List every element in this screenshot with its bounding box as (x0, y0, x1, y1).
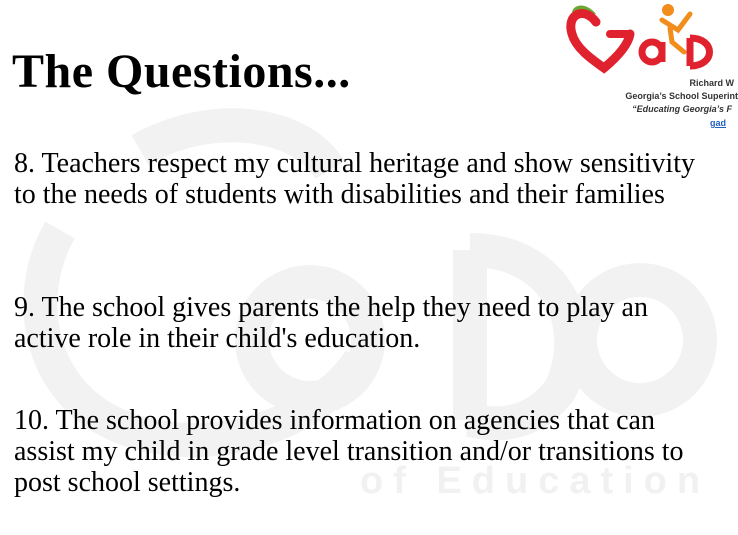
watermark-text: of Education (360, 460, 711, 502)
question-10: 10. The school provides information on agencies that can assist my child in grade level transition and/or transitions to post school settings. (14, 405, 684, 498)
gadoe-logo-mark (566, 0, 720, 78)
logo-superintendent-role: Georgia’s School Superint (625, 91, 738, 101)
logo-website-link[interactable]: gad (709, 118, 726, 128)
slide-title: The Questions... (12, 45, 351, 98)
logo-motto: “Educating Georgia’s F (632, 104, 732, 114)
question-8: 8. Teachers respect my cultural heritage and show sensitivity to the needs of students with disabilities and their families (14, 148, 695, 210)
logo-superintendent-name: Richard W (689, 78, 734, 88)
gadoe-logo (566, 0, 738, 135)
question-9: 9. The school gives parents the help they need to play an active role in their child's education. (14, 292, 648, 354)
